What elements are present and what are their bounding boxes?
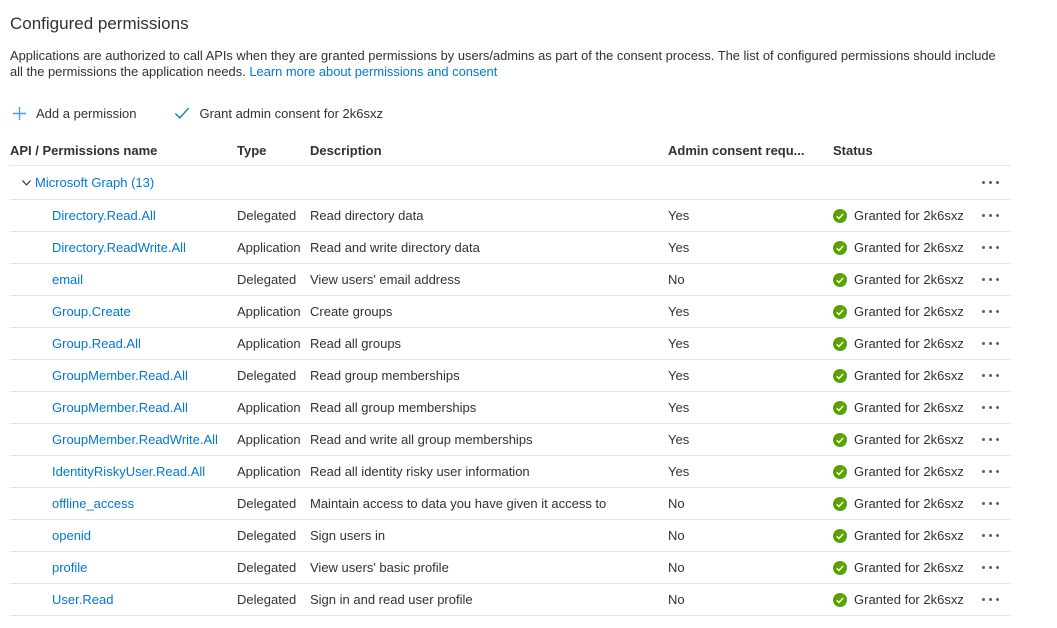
ellipsis-icon (982, 598, 999, 601)
description-cell: Read all groups (310, 336, 402, 351)
status-label: Granted for 2k6sxz (854, 496, 964, 511)
status-label: Granted for 2k6sxz (854, 528, 964, 543)
admin-consent-cell: No (668, 496, 685, 511)
ellipsis-icon (982, 214, 999, 217)
type-cell: Delegated (237, 560, 297, 575)
permission-row (10, 520, 1010, 552)
permission-row (10, 232, 1010, 264)
permission-name-link[interactable]: User.Read (52, 592, 114, 607)
granted-check-icon (833, 401, 847, 415)
granted-check-icon (833, 433, 847, 447)
check-icon (174, 106, 190, 120)
status-label: Granted for 2k6sxz (854, 464, 964, 479)
description-cell: Sign in and read user profile (310, 592, 473, 607)
permission-name-cell (10, 208, 237, 223)
permission-row (10, 296, 1010, 328)
description-cell: Create groups (310, 304, 393, 319)
granted-check-icon (833, 369, 847, 383)
type-cell: Delegated (237, 528, 297, 543)
status-label: Granted for 2k6sxz (854, 208, 964, 223)
granted-check-icon (833, 209, 847, 223)
row-context-menu-button[interactable] (970, 232, 1010, 263)
status-badge (833, 304, 970, 319)
status-label: Granted for 2k6sxz (854, 592, 964, 607)
row-context-menu-button[interactable] (970, 296, 1010, 327)
status-badge (833, 592, 970, 607)
permission-row (10, 552, 1010, 584)
description-cell: View users' basic profile (310, 560, 449, 575)
permission-name-cell (10, 592, 237, 607)
permission-name-cell (10, 400, 237, 415)
type-cell: Delegated (237, 368, 297, 383)
col-header-type: Type (237, 143, 267, 158)
type-cell: Delegated (237, 592, 297, 607)
chevron-down-icon[interactable] (20, 176, 33, 189)
description-cell: Read and write all group memberships (310, 432, 533, 447)
permission-row (10, 456, 1010, 488)
permission-row (10, 584, 1010, 616)
admin-consent-cell: Yes (668, 432, 690, 447)
status-badge (833, 400, 970, 415)
permission-row (10, 200, 1010, 232)
status-badge (833, 560, 970, 575)
permission-row (10, 392, 1010, 424)
admin-consent-cell: No (668, 528, 685, 543)
permission-name-link[interactable]: Group.Create (52, 304, 131, 319)
row-context-menu-button[interactable] (970, 328, 1010, 359)
admin-consent-cell: No (668, 272, 685, 287)
ellipsis-icon (982, 342, 999, 345)
row-context-menu-button[interactable] (970, 520, 1010, 551)
permission-name-cell (10, 304, 237, 319)
status-badge (833, 240, 970, 255)
permission-name-cell (10, 528, 237, 543)
description-cell: Sign users in (310, 528, 386, 543)
type-cell: Application (237, 432, 301, 447)
description-cell: Read group memberships (310, 368, 460, 383)
type-cell: Delegated (237, 496, 297, 511)
permission-row (10, 424, 1010, 456)
type-cell: Application (237, 304, 301, 319)
permission-row (10, 264, 1010, 296)
description-cell: Read directory data (310, 208, 424, 223)
description-text: Applications are authorized to call APIs when they are granted permissions by users/admins as part of the consent process. The list of configured permissions should include all the permissions the application needs. (10, 48, 996, 79)
type-cell: Application (237, 336, 301, 351)
type-cell: Delegated (237, 208, 297, 223)
status-label: Granted for 2k6sxz (854, 368, 964, 383)
status-label: Granted for 2k6sxz (854, 336, 964, 351)
ellipsis-icon (982, 406, 999, 409)
admin-consent-cell: Yes (668, 208, 690, 223)
ellipsis-icon (982, 502, 999, 505)
permission-name-link[interactable]: Directory.ReadWrite.All (52, 240, 186, 255)
command-bar (10, 100, 1047, 126)
type-cell: Application (237, 240, 301, 255)
granted-check-icon (833, 497, 847, 511)
status-badge (833, 208, 970, 223)
permission-row (10, 328, 1010, 360)
ellipsis-icon (982, 181, 999, 184)
admin-consent-cell: Yes (668, 400, 690, 415)
granted-check-icon (833, 561, 847, 575)
granted-check-icon (833, 305, 847, 319)
permission-name-cell (10, 272, 237, 287)
permission-name-cell (10, 336, 237, 351)
permission-name-cell (10, 368, 237, 383)
permission-name-link[interactable]: GroupMember.Read.All (52, 368, 188, 383)
ellipsis-icon (982, 534, 999, 537)
row-context-menu-button[interactable] (970, 584, 1010, 615)
description-cell: Read all group memberships (310, 400, 477, 415)
permission-row (10, 488, 1010, 520)
row-context-menu-button[interactable] (970, 424, 1010, 455)
status-label: Granted for 2k6sxz (854, 272, 964, 287)
status-badge (833, 272, 970, 287)
permission-name-link[interactable]: Directory.Read.All (52, 208, 156, 223)
permission-name-link[interactable]: GroupMember.ReadWrite.All (52, 432, 218, 447)
permission-name-cell (10, 560, 237, 575)
permission-name-link[interactable]: openid (52, 528, 92, 543)
status-badge (833, 464, 970, 479)
description-cell: Maintain access to data you have given it access to (310, 496, 607, 511)
type-cell: Application (237, 400, 301, 415)
col-header-name: API / Permissions name (10, 143, 158, 158)
granted-check-icon (833, 593, 847, 607)
granted-check-icon (833, 273, 847, 287)
type-cell: Application (237, 464, 301, 479)
ellipsis-icon (982, 470, 999, 473)
row-context-menu-button[interactable] (970, 360, 1010, 391)
permissions-table (10, 136, 1010, 616)
type-cell: Delegated (237, 272, 297, 287)
permission-name-cell (10, 496, 237, 511)
admin-consent-cell: Yes (668, 336, 690, 351)
granted-check-icon (833, 465, 847, 479)
granted-check-icon (833, 337, 847, 351)
learn-more-link[interactable]: Learn more about permissions and consent (249, 64, 498, 79)
status-badge (833, 368, 970, 383)
permission-name-link[interactable]: offline_access (52, 496, 135, 511)
group-context-menu-button[interactable] (970, 166, 1010, 199)
status-label: Granted for 2k6sxz (854, 304, 964, 319)
col-header-status: Status (833, 143, 873, 158)
api-group-link[interactable]: Microsoft Graph (13) (35, 175, 155, 190)
admin-consent-cell: Yes (668, 240, 690, 255)
status-badge (833, 336, 970, 351)
permission-name-link[interactable]: email (52, 272, 84, 287)
add-permission-label: Add a permission (36, 105, 137, 121)
status-label: Granted for 2k6sxz (854, 432, 964, 447)
permission-name-link[interactable]: GroupMember.Read.All (52, 400, 188, 415)
permission-row (10, 360, 1010, 392)
description-cell: Read all identity risky user information (310, 464, 530, 479)
row-context-menu-button[interactable] (970, 456, 1010, 487)
status-label: Granted for 2k6sxz (854, 560, 964, 575)
description-cell: View users' email address (310, 272, 461, 287)
plus-icon (12, 106, 27, 121)
add-permission-button[interactable] (10, 103, 138, 124)
row-context-menu-button[interactable] (970, 392, 1010, 423)
ellipsis-icon (982, 278, 999, 281)
grant-admin-consent-label: Grant admin consent for 2k6sxz (199, 105, 383, 121)
status-badge (833, 496, 970, 511)
permission-name-cell (10, 240, 237, 255)
table-header-row (10, 136, 1010, 166)
ellipsis-icon (982, 246, 999, 249)
page-title: Configured permissions (10, 14, 189, 33)
row-context-menu-button[interactable] (970, 264, 1010, 295)
permission-name-link[interactable]: Group.Read.All (52, 336, 141, 351)
admin-consent-cell: Yes (668, 464, 690, 479)
col-header-admin-consent: Admin consent requ... (668, 143, 805, 158)
description-cell: Read and write directory data (310, 240, 480, 255)
ellipsis-icon (982, 566, 999, 569)
admin-consent-cell: Yes (668, 368, 690, 383)
ellipsis-icon (982, 438, 999, 441)
col-header-description: Description (310, 143, 382, 158)
status-badge (833, 432, 970, 447)
permission-name-cell (10, 464, 237, 479)
description (10, 48, 1010, 80)
row-context-menu-button[interactable] (970, 552, 1010, 583)
api-group-row (10, 166, 1010, 200)
granted-check-icon (833, 241, 847, 255)
row-context-menu-button[interactable] (970, 200, 1010, 231)
admin-consent-cell: No (668, 592, 685, 607)
admin-consent-cell: Yes (668, 304, 690, 319)
permission-name-link[interactable]: profile (52, 560, 88, 575)
ellipsis-icon (982, 374, 999, 377)
permission-name-cell (10, 432, 237, 447)
ellipsis-icon (982, 310, 999, 313)
row-context-menu-button[interactable] (970, 488, 1010, 519)
table-body (10, 200, 1010, 616)
granted-check-icon (833, 529, 847, 543)
permission-name-link[interactable]: IdentityRiskyUser.Read.All (52, 464, 206, 479)
grant-admin-consent-button[interactable] (172, 103, 385, 124)
admin-consent-cell: No (668, 560, 685, 575)
status-label: Granted for 2k6sxz (854, 240, 964, 255)
status-label: Granted for 2k6sxz (854, 400, 964, 415)
status-badge (833, 528, 970, 543)
